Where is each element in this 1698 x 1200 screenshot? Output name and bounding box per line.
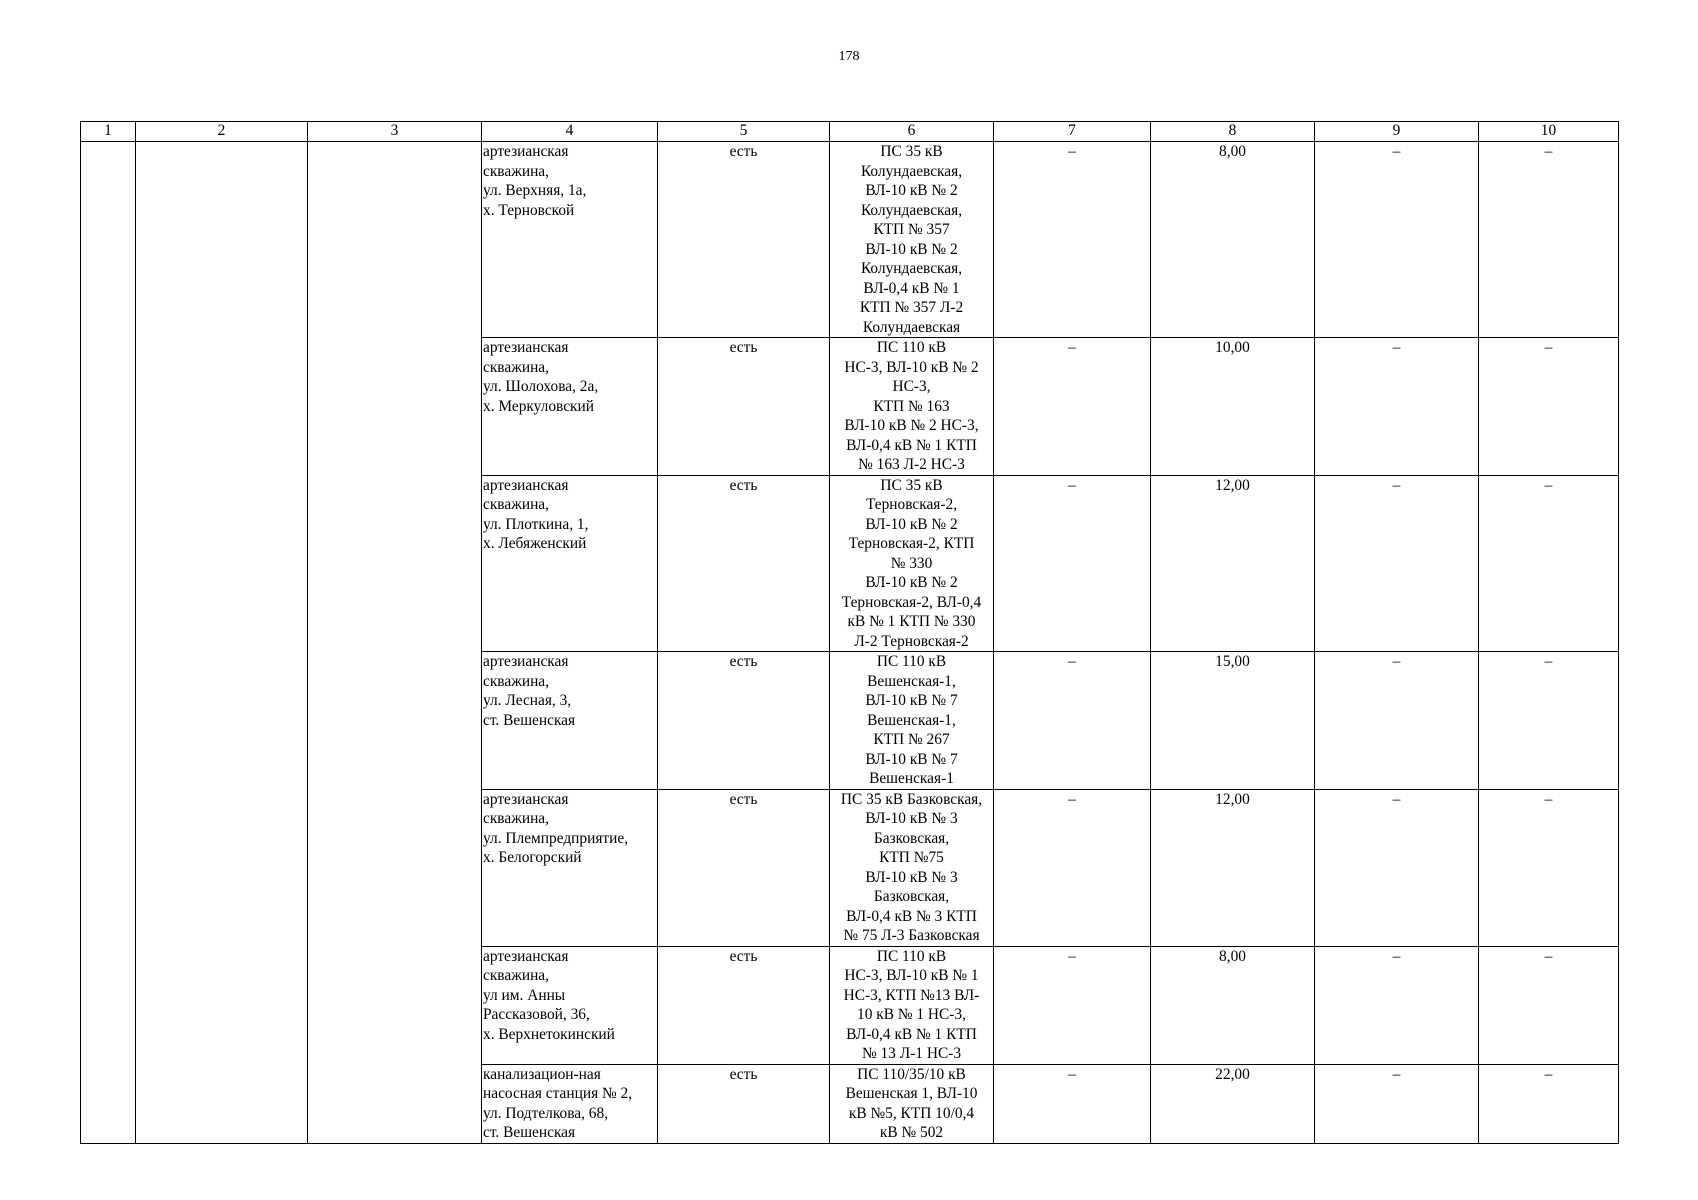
status-cell: есть bbox=[658, 946, 830, 1064]
supply-line: КТП № 357 bbox=[873, 221, 950, 238]
supply-line: ВЛ-10 кВ № 2 bbox=[865, 515, 958, 533]
col7-cell: – bbox=[994, 789, 1151, 946]
supply-line: НС-3, ВЛ-10 кВ № 1 bbox=[844, 967, 979, 984]
column-header: 10 bbox=[1479, 122, 1619, 142]
object-line: скважина, bbox=[483, 162, 549, 180]
object-line: артезианская bbox=[483, 143, 569, 160]
col7-cell: – bbox=[994, 142, 1151, 338]
column-header: 8 bbox=[1151, 122, 1315, 142]
supply-line: НС-3, КТП №13 ВЛ- bbox=[843, 986, 980, 1004]
object-line: скважина, bbox=[483, 496, 549, 513]
col10-cell: – bbox=[1479, 946, 1619, 1064]
supply-line: ВЛ-0,4 кВ № 3 КТП bbox=[846, 907, 977, 925]
supply-line: № 330 bbox=[890, 554, 933, 572]
supply-line: ВЛ-0,4 кВ № 1 bbox=[863, 279, 960, 297]
status-cell: есть bbox=[658, 142, 830, 338]
column-header: 9 bbox=[1315, 122, 1479, 142]
supply-line: ВЛ-10 кВ № 2 bbox=[865, 182, 958, 199]
supply-line: № 163 Л-2 НС-3 bbox=[858, 456, 965, 473]
object-line: артезианская bbox=[483, 476, 569, 494]
supply-line: ВЛ-10 кВ № 3 bbox=[865, 868, 958, 886]
supply-line: кВ №5, КТП 10/0,4 bbox=[848, 1104, 975, 1122]
col10-cell: – bbox=[1479, 789, 1619, 946]
col10-cell: – bbox=[1479, 652, 1619, 790]
column-header: 1 bbox=[81, 122, 136, 142]
col9-cell: – bbox=[1315, 338, 1479, 476]
col9-cell: – bbox=[1315, 1064, 1479, 1143]
col7-cell: – bbox=[994, 652, 1151, 790]
supply-line: ПС 110 кВ bbox=[876, 339, 947, 356]
object-line: ул. Плоткина, 1, bbox=[483, 515, 589, 533]
supply-line: ВЛ-0,4 кВ № 1 КТП bbox=[846, 436, 977, 454]
supply-line: КТП № 163 bbox=[873, 397, 950, 415]
supply-line: Колундаевская, bbox=[860, 201, 963, 219]
page-number: 178 bbox=[838, 49, 860, 64]
supply-line: ВЛ-10 кВ № 2 bbox=[865, 574, 958, 591]
object-line: артезианская bbox=[483, 947, 569, 965]
supply-line: Терновская-2, КТП bbox=[848, 535, 975, 552]
supply-line: Л-2 Терновская-2 bbox=[854, 632, 969, 650]
supply-line: КТП №75 bbox=[879, 849, 944, 866]
supply-line: НС-3, bbox=[892, 378, 931, 395]
object-line: х. Меркуловский bbox=[483, 397, 595, 415]
col7-cell: – bbox=[994, 475, 1151, 652]
supply-line: Базковская, bbox=[873, 829, 950, 847]
object-line: скважина, bbox=[483, 967, 549, 984]
object-cell bbox=[482, 475, 658, 652]
object-cell bbox=[482, 1064, 658, 1143]
object-line: скважина, bbox=[483, 810, 549, 827]
supply-line: ВЛ-10 кВ № 2 НС-3, bbox=[844, 417, 979, 434]
supply-line: ПС 110/35/10 кВ bbox=[857, 1065, 966, 1083]
object-line: ст. Вешенская bbox=[483, 711, 576, 729]
column-header: 6 bbox=[830, 122, 994, 142]
supply-line: Колундаевская, bbox=[860, 260, 963, 277]
object-line: канализацион-ная bbox=[483, 1065, 601, 1083]
object-line: насосная станция № 2, bbox=[483, 1085, 633, 1102]
object-cell bbox=[482, 142, 658, 338]
object-line: ул. Лесная, 3, bbox=[483, 692, 572, 709]
table-row bbox=[81, 142, 1619, 338]
supply-source-cell bbox=[830, 652, 994, 790]
object-line: скважина, bbox=[483, 672, 549, 690]
supply-line: Вешенская-1 bbox=[869, 770, 954, 787]
supply-line: КТП № 357 Л-2 bbox=[859, 299, 964, 316]
status-cell: есть bbox=[658, 789, 830, 946]
object-line: ул. Шолохова, 2а, bbox=[483, 378, 599, 395]
power-cell: 12,00 bbox=[1151, 789, 1315, 946]
col9-cell: – bbox=[1315, 946, 1479, 1064]
supply-line: ВЛ-10 кВ № 2 bbox=[865, 240, 958, 258]
object-line: скважина, bbox=[483, 358, 549, 376]
col7-cell: – bbox=[994, 338, 1151, 476]
supply-line: ВЛ-10 кВ № 7 bbox=[865, 692, 958, 709]
supply-line: НС-3, ВЛ-10 кВ № 2 bbox=[844, 358, 979, 376]
header-row bbox=[81, 122, 1619, 142]
status-cell: есть bbox=[658, 1064, 830, 1143]
object-cell bbox=[482, 652, 658, 790]
col10-cell: – bbox=[1479, 142, 1619, 338]
supply-source-cell bbox=[830, 338, 994, 476]
object-cell bbox=[482, 946, 658, 1064]
supply-line: ВЛ-10 кВ № 3 bbox=[865, 810, 958, 827]
supply-line: ПС 110 кВ bbox=[876, 947, 947, 965]
col3-cell bbox=[308, 142, 482, 1144]
col10-cell: – bbox=[1479, 1064, 1619, 1143]
col9-cell: – bbox=[1315, 652, 1479, 790]
supply-line: 10 кВ № 1 НС-3, bbox=[857, 1006, 966, 1023]
col7-cell: – bbox=[994, 1064, 1151, 1143]
supply-line: № 13 Л-1 НС-3 bbox=[861, 1045, 962, 1062]
supply-line: Терновская-2, ВЛ-0,4 bbox=[841, 593, 982, 611]
supply-line: ВЛ-10 кВ № 7 bbox=[865, 750, 958, 768]
object-line: артезианская bbox=[483, 653, 569, 670]
object-line: ст. Вешенская bbox=[483, 1124, 576, 1141]
col9-cell: – bbox=[1315, 789, 1479, 946]
object-line: ул. Подтелкова, 68, bbox=[483, 1104, 609, 1122]
col1-cell bbox=[81, 142, 136, 1144]
col9-cell: – bbox=[1315, 142, 1479, 338]
object-line: х. Белогорский bbox=[483, 849, 582, 866]
column-header: 5 bbox=[658, 122, 830, 142]
supply-line: ПС 35 кВ bbox=[880, 476, 943, 494]
supply-line: ПС 35 кВ Базковская, bbox=[840, 790, 983, 808]
object-line: ул. Верхняя, 1а, bbox=[483, 182, 587, 199]
supply-line: ПС 35 кВ bbox=[880, 143, 943, 160]
supply-line: Вешенская-1, bbox=[867, 672, 956, 690]
data-table bbox=[80, 121, 1619, 1144]
supply-source-cell bbox=[830, 789, 994, 946]
object-cell bbox=[482, 789, 658, 946]
column-header: 2 bbox=[136, 122, 308, 142]
status-cell: есть bbox=[658, 652, 830, 790]
supply-source-cell bbox=[830, 946, 994, 1064]
power-cell: 8,00 bbox=[1151, 946, 1315, 1064]
col10-cell: – bbox=[1479, 338, 1619, 476]
col10-cell: – bbox=[1479, 475, 1619, 652]
supply-line: Терновская-2, bbox=[865, 496, 958, 513]
object-line: Рассказовой, 36, bbox=[483, 1006, 590, 1023]
status-cell: есть bbox=[658, 475, 830, 652]
status-cell: есть bbox=[658, 338, 830, 476]
supply-line: кВ № 502 bbox=[879, 1124, 944, 1141]
col2-cell bbox=[136, 142, 308, 1144]
object-line: артезианская bbox=[483, 790, 569, 808]
col9-cell: – bbox=[1315, 475, 1479, 652]
object-line: х. Лебяженский bbox=[483, 535, 587, 552]
power-cell: 12,00 bbox=[1151, 475, 1315, 652]
supply-line: Вешенская 1, ВЛ-10 bbox=[845, 1085, 978, 1102]
object-line: ул им. Анны bbox=[483, 986, 566, 1004]
supply-line: Колундаевская bbox=[862, 318, 961, 336]
supply-line: Вешенская-1, bbox=[867, 711, 956, 729]
supply-line: ПС 110 кВ bbox=[876, 653, 947, 670]
object-cell bbox=[482, 338, 658, 476]
power-cell: 22,00 bbox=[1151, 1064, 1315, 1143]
object-line: артезианская bbox=[483, 339, 569, 356]
col7-cell: – bbox=[994, 946, 1151, 1064]
power-cell: 8,00 bbox=[1151, 142, 1315, 338]
supply-line: Базковская, bbox=[873, 888, 950, 905]
power-cell: 15,00 bbox=[1151, 652, 1315, 790]
supply-source-cell bbox=[830, 1064, 994, 1143]
supply-source-cell bbox=[830, 142, 994, 338]
supply-line: кВ № 1 КТП № 330 bbox=[847, 613, 976, 630]
supply-line: Колундаевская, bbox=[860, 162, 963, 180]
supply-line: № 75 Л-3 Базковская bbox=[843, 927, 980, 944]
object-line: х. Терновской bbox=[483, 201, 575, 219]
column-header: 4 bbox=[482, 122, 658, 142]
power-cell: 10,00 bbox=[1151, 338, 1315, 476]
object-line: ул. Племпредприятие, bbox=[483, 829, 629, 847]
column-header: 3 bbox=[308, 122, 482, 142]
supply-line: КТП № 267 bbox=[873, 731, 950, 748]
object-line: х. Верхнетокинский bbox=[483, 1025, 615, 1043]
supply-source-cell bbox=[830, 475, 994, 652]
supply-line: ВЛ-0,4 кВ № 1 КТП bbox=[846, 1025, 977, 1043]
column-header: 7 bbox=[994, 122, 1151, 142]
